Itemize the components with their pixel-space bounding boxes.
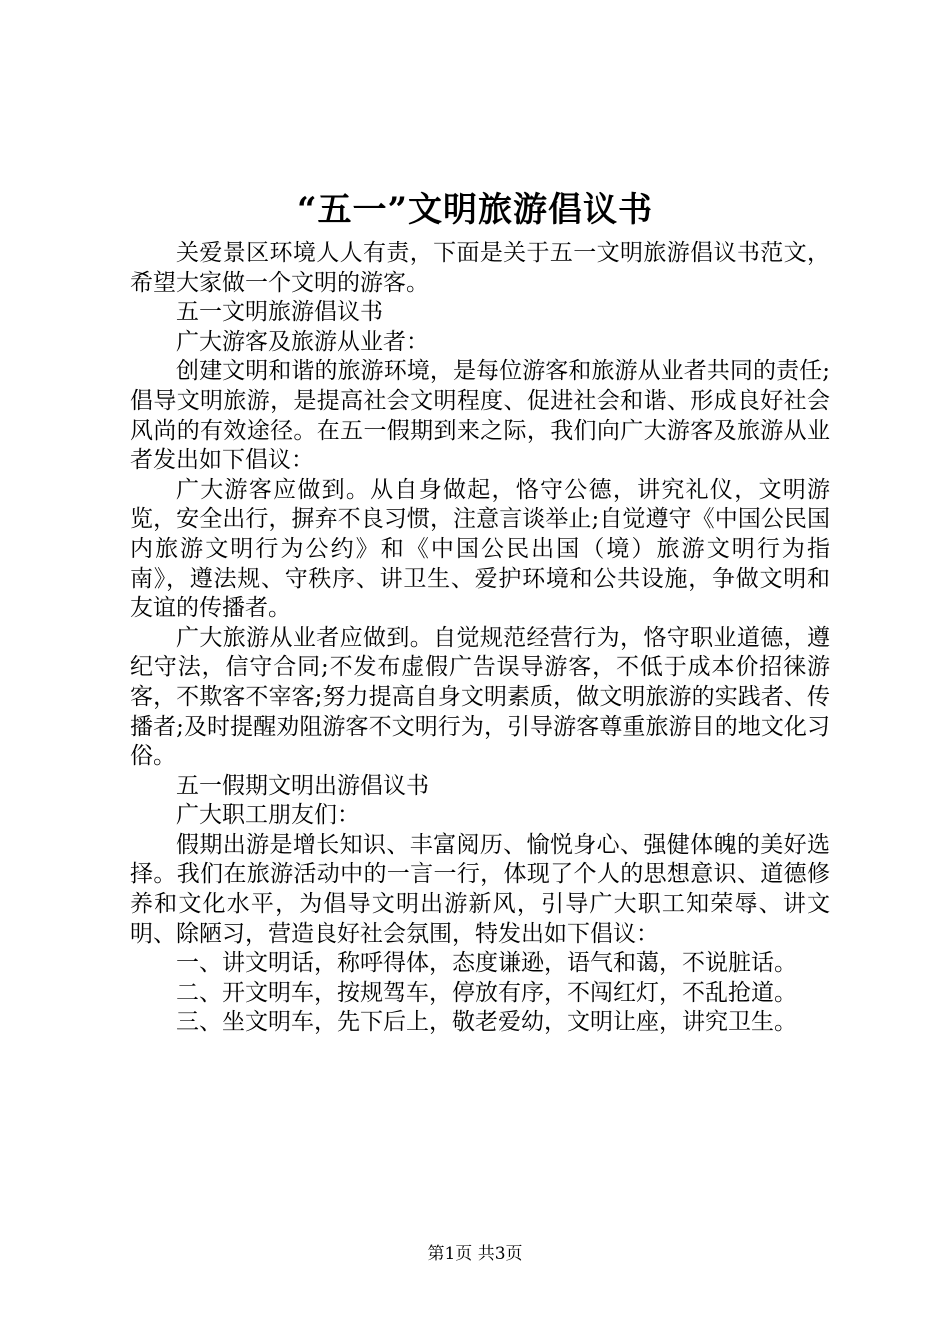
body-paragraph: 创建文明和谐的旅游环境，是每位游客和旅游从业者共同的责任;倡导文明旅游，是提高社会文明程度、促进社会和谐、形成良好社会风尚的有效途径。在五一假期到来之际，我们向广大游客及旅游从业者发出如下倡议： <box>130 358 830 474</box>
section-heading: 五一假期文明出游倡议书 <box>176 772 429 799</box>
list-item: 二、开文明车，按规驾车，停放有序，不闯红灯，不乱抢道。 <box>176 979 797 1006</box>
body-paragraph: 假期出游是增长知识、丰富阅历、愉悦身心、强健体魄的美好选择。我们在旅游活动中的一言一行，体现了个人的思想意识、道德修养和文化水平，为倡导文明出游新风，引导广大职工知荣辱、讲文明、除陋习，营造良好社会氛围，特发出如下倡议： <box>130 831 830 947</box>
body-paragraph: 广大旅游从业者应做到。自觉规范经营行为，恪守职业道德，遵纪守法，信守合同;不发布虚假广告误导游客，不低于成本价招徕游客，不欺客不宰客;努力提高自身文明素质，做文明旅游的实践者、传播者;及时提醒劝阻游客不文明行为，引导游客尊重旅游目的地文化习俗。 <box>130 624 830 770</box>
document-body <box>130 239 830 1038</box>
page-footer: 第1页 共3页 <box>427 1244 523 1264</box>
list-item: 一、讲文明话，称呼得体，态度谦逊，语气和蔼，不说脏话。 <box>176 950 797 977</box>
document-title: “五一”文明旅游倡议书 <box>296 190 654 230</box>
intro-paragraph: 关爱景区环境人人有责，下面是关于五一文明旅游倡议书范文，希望大家做一个文明的游客。 <box>130 240 830 296</box>
salutation: 广大职工朋友们： <box>176 802 360 829</box>
body-paragraph: 广大游客应做到。从自身做起，恪守公德，讲究礼仪，文明游览，安全出行，摒弃不良习惯，注意言谈举止;自觉遵守《中国公民国内旅游文明行为公约》和《中国公民出国（境）旅游文明行为指南》，遵法规、守秩序、讲卫生、爱护环境和公共设施，争做文明和友谊的传播者。 <box>130 476 830 622</box>
salutation: 广大游客及旅游从业者： <box>176 328 429 355</box>
list-item: 三、坐文明车，先下后上，敬老爱幼，文明让座，讲究卫生。 <box>176 1009 797 1036</box>
section-heading: 五一文明旅游倡议书 <box>176 299 383 326</box>
